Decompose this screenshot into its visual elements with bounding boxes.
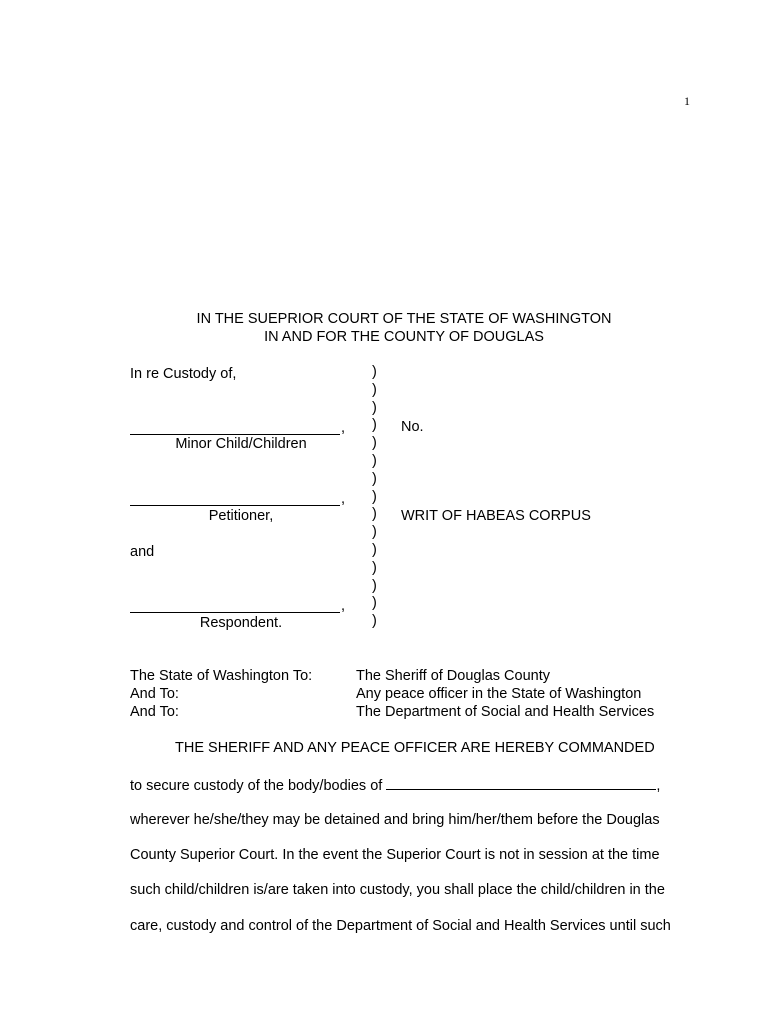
- addressee-label-2: And To:: [130, 686, 179, 702]
- addressee-value-3: The Department of Social and Health Services: [356, 704, 655, 720]
- petitioner-name-blank: [130, 505, 340, 506]
- addressee-label-3: And To:: [130, 704, 179, 720]
- body-line-2-prefix: to secure custody of the body/bodies of: [130, 778, 387, 794]
- body-line-2: [130, 776, 660, 794]
- in-re-label: In re Custody of,: [130, 366, 237, 382]
- and-label: and: [130, 544, 155, 560]
- court-header-line2: IN AND FOR THE COUNTY OF DOUGLAS: [264, 329, 544, 345]
- petitioner-comma: ,: [341, 491, 346, 507]
- body-line-2-suffix: ,: [656, 778, 661, 794]
- body-line-5: such child/children is/are taken into custody, you shall place the child/children in the: [130, 882, 665, 898]
- minor-comma: ,: [341, 420, 346, 436]
- command-line: THE SHERIFF AND ANY PEACE OFFICER ARE HEREBY COMMANDED: [175, 740, 655, 756]
- court-header-line1: IN THE SUEPRIOR COURT OF THE STATE OF WASHINGTON: [196, 311, 612, 327]
- respondent-label: Respondent.: [199, 615, 283, 631]
- page-number: 1: [684, 94, 690, 108]
- minor-name-blank: [130, 434, 340, 435]
- caption-parentheses: ) ) ) ) ) ) ) ) ) ) ) ) ) ) ): [372, 364, 377, 630]
- case-number-label: No.: [401, 419, 424, 435]
- document-title: WRIT OF HABEAS CORPUS: [401, 508, 591, 524]
- body-line-6: care, custody and control of the Department of Social and Health Services until such: [130, 918, 671, 934]
- addressee-label-1: The State of Washington To:: [130, 668, 313, 684]
- respondent-name-blank: [130, 612, 340, 613]
- body-line-4: County Superior Court. In the event the Superior Court is not in session at the time: [130, 847, 660, 863]
- minor-child-label: Minor Child/Children: [175, 436, 307, 452]
- addressee-value-1: The Sheriff of Douglas County: [356, 668, 550, 684]
- bodies-name-blank: [386, 776, 656, 790]
- petitioner-label: Petitioner,: [208, 508, 274, 524]
- addressee-value-2: Any peace officer in the State of Washington: [356, 686, 642, 702]
- respondent-comma: ,: [341, 598, 346, 614]
- body-line-3: wherever he/she/they may be detained and bring him/her/them before the Douglas: [130, 812, 660, 828]
